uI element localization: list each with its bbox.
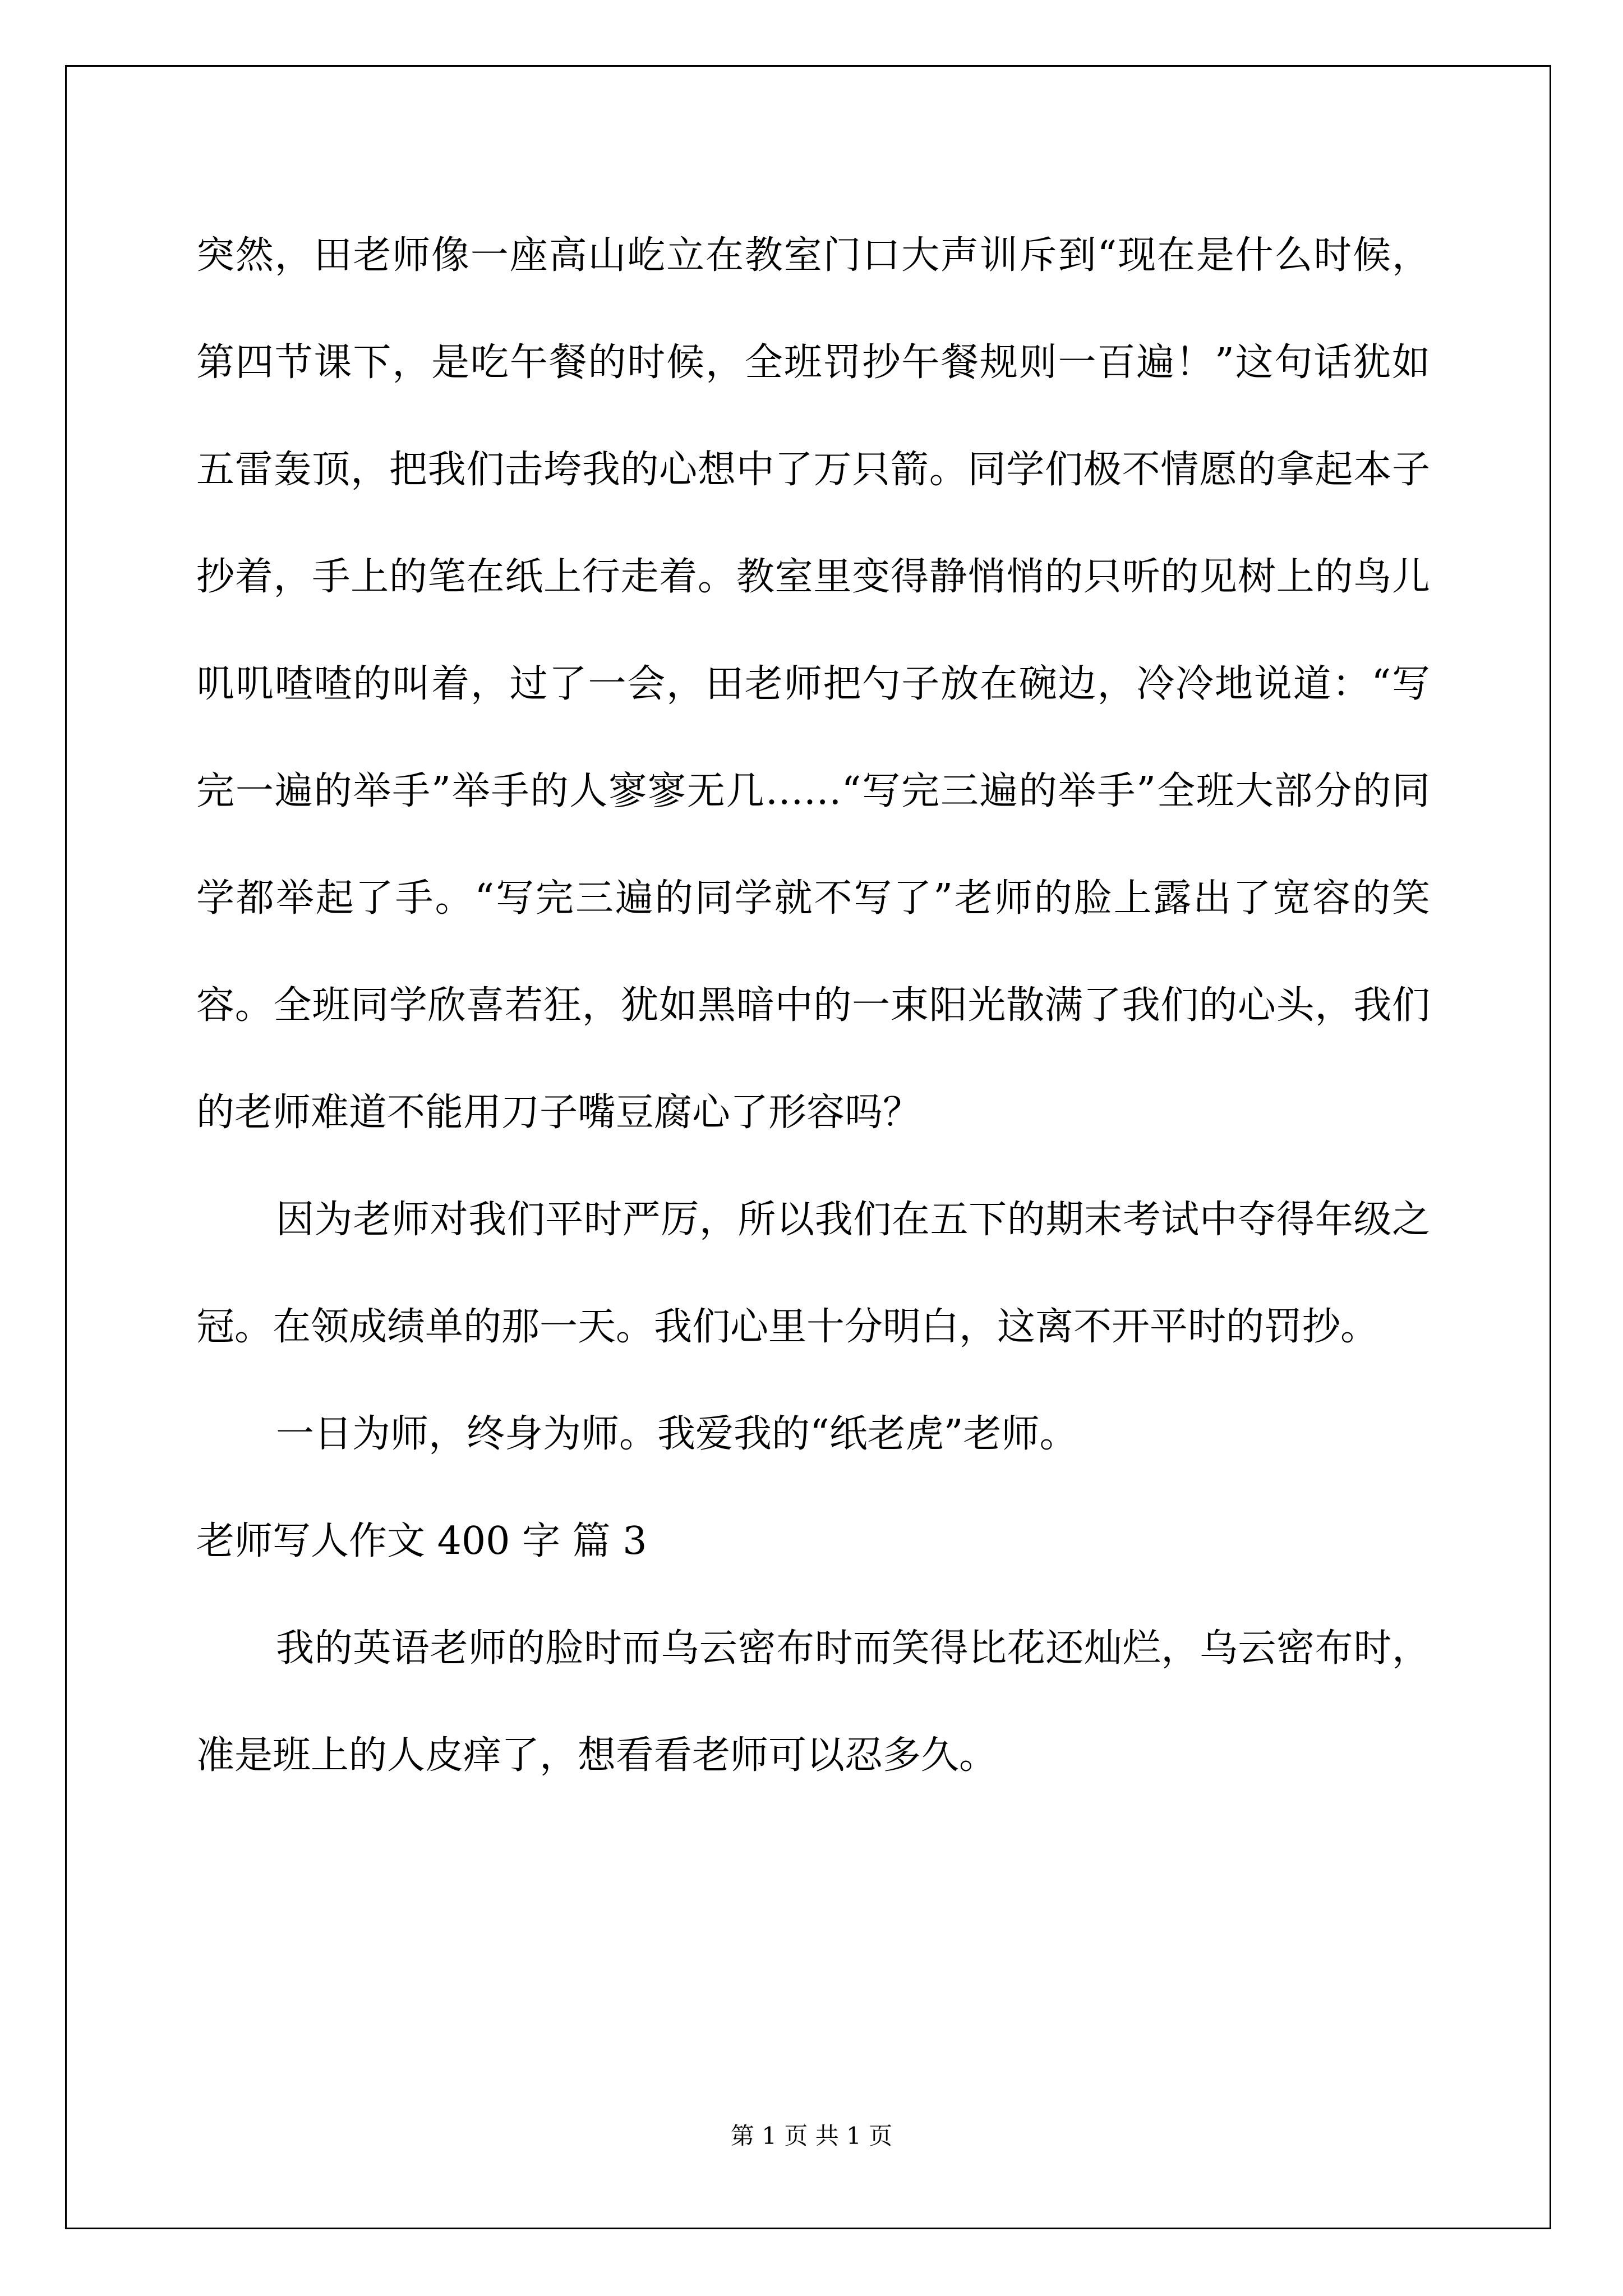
section-heading: 老师写人作文 400 字 篇 3	[196, 1519, 647, 1563]
paragraph-1: 突然，田老师像一座高山屹立在教室门口大声训斥到“现在是什么时候，第四节课下，是吃午餐的时候，全班罚抄午餐规则一百遍！”这句话犹如五雷轰顶，把我们击垮我的心想中了万只箭。同学们极不情愿的拿起本子抄着，手上的笔在纸上行走着。教室里变得静悄悄的只听的见树上的鸟儿叽叽喳喳的叫着，过了一会，田老师把勺子放在碗边，冷冷地说道：“写完一遍的举手”举手的人寥寥无几……“写完三遍的举手”全班大部分的同学都举起了手。“写完三遍的同学就不写了”老师的脸上露出了宽容的笑容。全班同学欣喜若狂，犹如黑暗中的一束阳光散满了我们的心头，我们的老师难道不能用刀子嘴豆腐心了形容吗？	[196, 233, 1430, 1135]
paragraph-4: 我的英语老师的脸时而乌云密布时而笑得比花还灿烂，乌云密布时，准是班上的人皮痒了，想看看老师可以忍多久。	[196, 1626, 1430, 1778]
paragraph-2: 因为老师对我们平时严厉，所以我们在五下的期末考试中夺得年级之冠。在领成绩单的那一天。我们心里十分明白，这离不开平时的罚抄。	[196, 1198, 1430, 1349]
page-footer: 第 1 页 共 1 页	[730, 2122, 893, 2150]
document-body	[196, 202, 1430, 1809]
paragraph-3: 一日为师，终身为师。我爱我的“纸老虎”老师。	[276, 1412, 1078, 1456]
